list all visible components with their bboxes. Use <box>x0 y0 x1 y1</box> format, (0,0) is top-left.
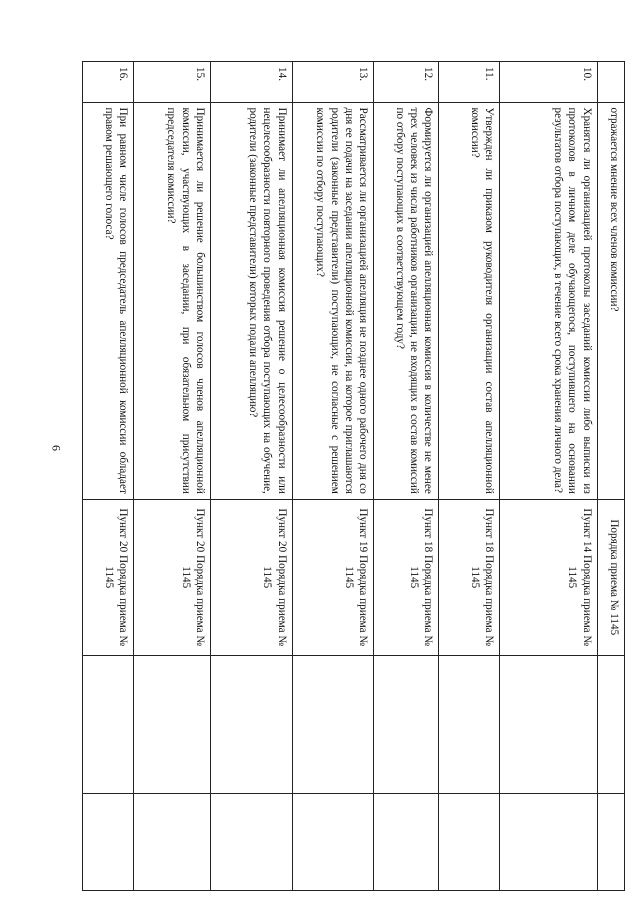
answer-cell <box>374 655 439 794</box>
row-number: 15. <box>134 62 211 103</box>
note-cell <box>83 794 134 891</box>
checklist-table <box>82 61 625 891</box>
answer-cell <box>500 655 597 794</box>
note-cell <box>292 794 374 891</box>
question-cell: Принимается ли решение большинством голосов членов апелляционной комиссии, участвующих в заседании, при обязательном присутствии председателя комиссии? <box>134 102 211 499</box>
answer-cell <box>439 655 500 794</box>
page-number: 6 <box>49 445 64 451</box>
answer-cell <box>292 655 374 794</box>
table-row <box>374 62 439 891</box>
note-cell <box>500 794 597 891</box>
legal-reference-cell: Пункт 14 Порядка приема № 1145 <box>500 499 597 655</box>
note-cell <box>374 794 439 891</box>
table-row <box>292 62 374 891</box>
question-cell: При равном числе голосов председатель апелляционной комиссии обладает правом решающего голоса? <box>83 102 134 499</box>
answer-cell <box>597 655 624 794</box>
row-number: 13. <box>292 62 374 103</box>
table-row <box>597 62 624 891</box>
question-cell: Принимает ли апелляционная комиссия решение о целесообразности или нецелесообразности повторного проведения отбора поступающих на обучение, родители (законные представители) которых подали апелляцию? <box>210 102 292 499</box>
note-cell <box>439 794 500 891</box>
table-row <box>210 62 292 891</box>
note-cell <box>597 794 624 891</box>
legal-reference-cell: Пункт 20 Порядка приема № 1145 <box>210 499 292 655</box>
legal-reference-cell: Пункт 20 Порядка приема № 1145 <box>134 499 211 655</box>
legal-reference-cell: Пункт 18 Порядка приема № 1145 <box>439 499 500 655</box>
legal-reference-cell: Порядка приема № 1145 <box>597 499 624 655</box>
row-number: 12. <box>374 62 439 103</box>
checklist-table-wrapper <box>82 61 625 891</box>
legal-reference-cell: Пункт 20 Порядка приема № 1145 <box>83 499 134 655</box>
question-cell: Рассматривается ли организацией апелляция не позднее одного рабочего дня со дня ее подачи на заседании апелляционной комиссии, на которое приглашаются родители (законные представители) поступающих, не согласные с решением комиссии по отбору поступающих? <box>292 102 374 499</box>
row-number: 14. <box>210 62 292 103</box>
legal-reference-cell: Пункт 18 Порядка приема № 1145 <box>374 499 439 655</box>
row-number: 16. <box>83 62 134 103</box>
legal-reference-cell: Пункт 19 Порядка приема № 1145 <box>292 499 374 655</box>
table-row <box>83 62 134 891</box>
row-number: 11. <box>439 62 500 103</box>
note-cell <box>134 794 211 891</box>
question-cell: Утвержден ли приказом руководителя организации состав апелляционной комиссии? <box>439 102 500 499</box>
table-row <box>500 62 597 891</box>
table-row <box>439 62 500 891</box>
question-cell: Хранятся ли организацией протоколы заседаний комиссии либо выписки из протоколов в личном деле обучающегося, поступившего на основании результатов отбора поступающих, в течение всего срока хранения личного дела? <box>500 102 597 499</box>
note-cell <box>210 794 292 891</box>
answer-cell <box>83 655 134 794</box>
question-cell: отражается мнение всех членов комиссии? <box>597 102 624 499</box>
answer-cell <box>134 655 211 794</box>
row-number <box>597 62 624 103</box>
question-cell: Формируется ли организацией апелляционная комиссия в количестве не менее трех человек из числа работников организации, не входящих в состав комиссий по отбору поступающих в соответствующем году? <box>374 102 439 499</box>
row-number: 10. <box>500 62 597 103</box>
answer-cell <box>210 655 292 794</box>
table-row <box>134 62 211 891</box>
